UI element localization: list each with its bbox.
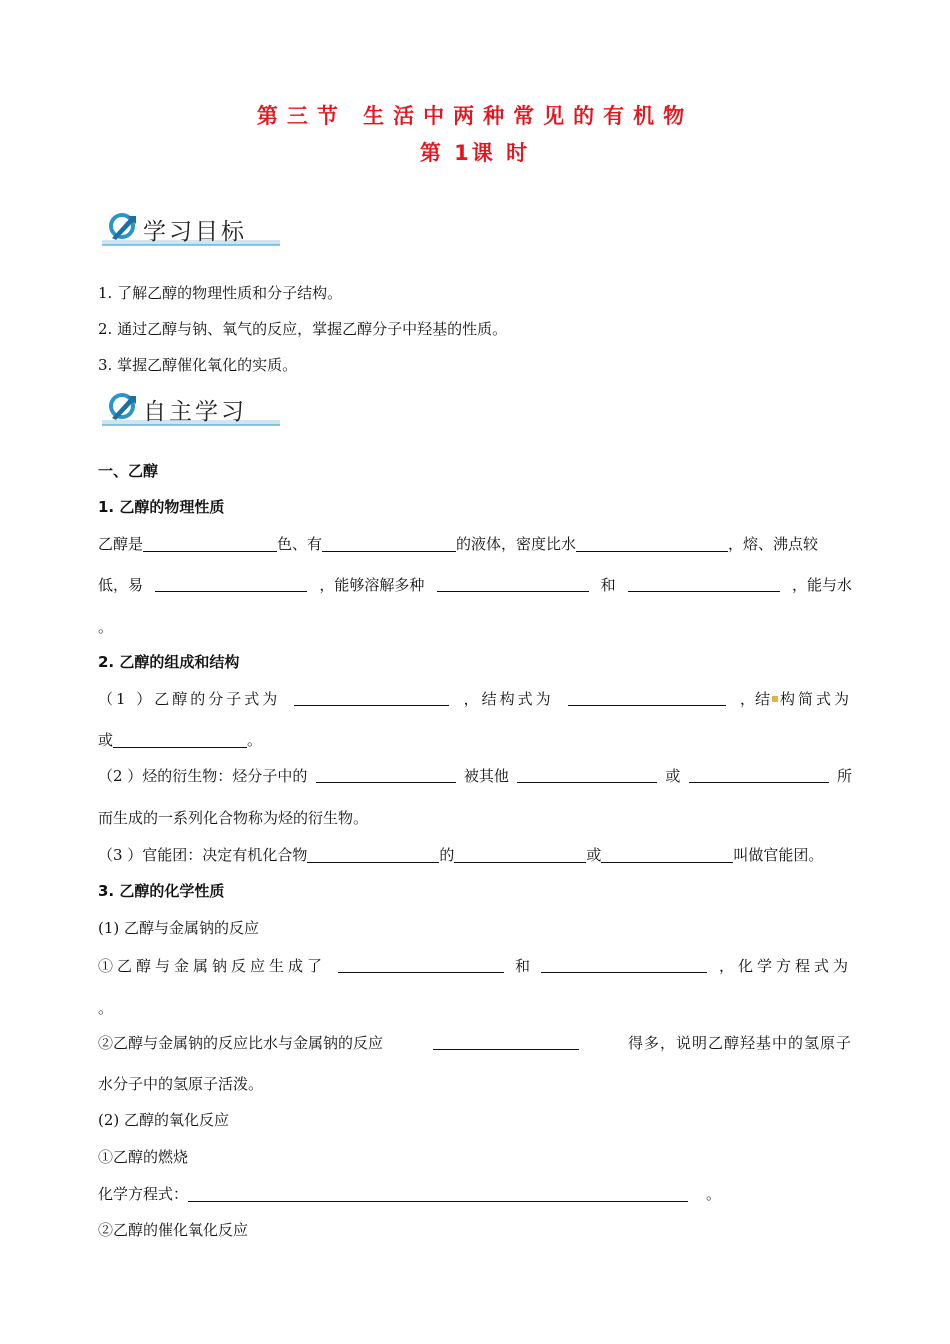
answer-blank[interactable] [689, 766, 829, 783]
objective-item: 1. 了解乙醇的物理性质和分子结构。 [98, 284, 343, 302]
answer-blank[interactable] [454, 846, 586, 863]
structure-line-1: （1 ）乙醇的分子式为 ，结构式为 ，结 构简式为 [98, 690, 852, 708]
derivative-line-1: （2 ）烃的衍生物：烃分子中的 被其他 或 所 [98, 767, 852, 785]
sodium-comparison-line-1: ②乙醇与金属钠的反应比水与金属钠的反应 得多，说明乙醇羟基中的氢原子 [98, 1034, 852, 1052]
functional-group-line: （3 ）官能团：决定有机化合物 的 或 叫做官能团。 [98, 846, 824, 864]
sodium-reaction-line-2: 。 [98, 999, 114, 1017]
lesson-subtitle: 第 1课 时 [419, 141, 531, 165]
heading-chemical-properties: 3. 乙醇的化学性质 [98, 882, 225, 900]
answer-blank[interactable] [188, 1185, 688, 1202]
physical-properties-line-2: 低，易 ，能够溶解多种 和 ，能与水 [98, 576, 852, 594]
heading-composition-structure: 2. 乙醇的组成和结构 [98, 653, 240, 671]
objectives-banner [98, 208, 283, 248]
objectives-banner-label: 学习目标 [143, 219, 247, 245]
answer-blank[interactable] [322, 535, 456, 552]
answer-blank[interactable] [517, 766, 657, 783]
answer-blank[interactable] [576, 535, 728, 552]
objective-item: 3. 掌握乙醇催化氧化的实质。 [98, 356, 298, 374]
section-title: 第三节 生活中两种常见的有机物 [256, 104, 694, 128]
self-study-banner-label: 自主学习 [143, 399, 247, 425]
sodium-reaction-line-1: ①乙醇与金属钠反应生成了 和 ，化学方程式为 [98, 957, 852, 975]
answer-blank[interactable] [143, 535, 277, 552]
heading-physical-properties: 1. 乙醇的物理性质 [98, 498, 225, 516]
answer-blank[interactable] [294, 689, 449, 706]
answer-blank[interactable] [568, 689, 726, 706]
answer-blank[interactable] [316, 766, 456, 783]
catalytic-oxidation-heading: ②乙醇的催化氧化反应 [98, 1221, 249, 1239]
heading-ethanol: 一、乙醇 [98, 462, 159, 480]
answer-blank[interactable] [601, 846, 733, 863]
physical-properties-line-3: 。 [98, 618, 114, 636]
combustion-equation-line: 化学方程式： 。 [98, 1185, 722, 1203]
derivative-line-2: 而生成的一系列化合物称为烃的衍生物。 [98, 809, 369, 827]
oxidation-heading: (2) 乙醇的氧化反应 [98, 1111, 230, 1129]
highlight-mark [772, 696, 778, 702]
answer-blank[interactable] [433, 1033, 579, 1050]
answer-blank[interactable] [437, 575, 589, 592]
structure-line-2: 或 。 [98, 731, 263, 749]
combustion-heading: ①乙醇的燃烧 [98, 1148, 189, 1166]
sodium-comparison-line-2: 水分子中的氢原子活泼。 [98, 1075, 264, 1093]
answer-blank[interactable] [541, 956, 707, 973]
answer-blank[interactable] [307, 846, 439, 863]
answer-blank[interactable] [113, 731, 247, 748]
answer-blank[interactable] [155, 575, 307, 592]
self-study-banner [98, 388, 283, 428]
answer-blank[interactable] [338, 956, 504, 973]
answer-blank[interactable] [628, 575, 780, 592]
physical-properties-line-1: 乙醇是 色、有 的液体，密度比水 ，熔、沸点较 [98, 535, 819, 553]
sodium-reaction-heading: (1) 乙醇与金属钠的反应 [98, 919, 260, 937]
objective-item: 2. 通过乙醇与钠、氧气的反应，掌握乙醇分子中羟基的性质。 [98, 320, 508, 338]
